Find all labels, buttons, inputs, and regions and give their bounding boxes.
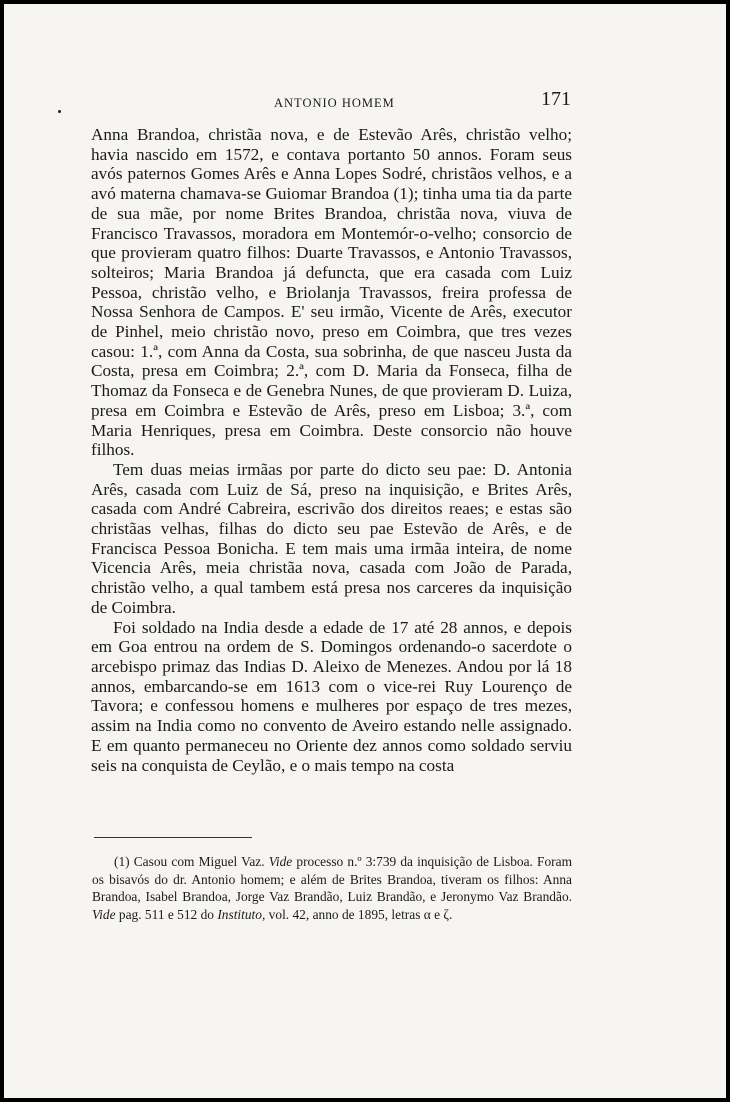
main-text	[91, 125, 572, 775]
paragraph-1: Anna Brandoa, christãa nova, e de Estevão Arês, christão velho; havia nascido em 1572, e contava portanto 50 annos. Foram seus avós paternos Gomes Arês e Anna Lopes Sodré, christãos velhos, e a avó materna chamava-se Guiomar Brandoa (1); tinha uma tia da parte de sua mãe, por nome Brites Brandoa, christãa nova, viuva de Francisco Travassos, moradora em Montemór-o-velho; consorcio de que provieram quatro filhos: Duarte Travassos, e Antonio Travassos, solteiros; Maria Brandoa já defuncta, que era casada com Luiz Pessoa, christão velho, e Briolanja Travassos, freira professa de Nossa Senhora de Campos. E' seu irmão, Vicente de Arês, executor de Pinhel, meio christão novo, preso em Coimbra, que tres vezes casou: 1.ª, com Anna da Costa, sua sobrinha, de que nasceu Justa da Costa, presa em Coimbra; 2.ª, com D. Maria da Fonseca, filha de Thomaz da Fonseca e de Genebra Nunes, de que provieram D. Luiza, presa em Coimbra e Estevão de Arês, preso em Lisboa; 3.ª, com Maria Henriques, presa em Coimbra. Deste consorcio não houve filhos.	[91, 125, 572, 460]
running-title: ANTONIO HOMEM	[274, 96, 395, 110]
footnote-text-4: vol. 42, anno de 1895, letras α e ζ.	[265, 906, 453, 922]
footnote-text-1: (1) Casou com Miguel Vaz.	[114, 854, 269, 869]
footnote-text-3: pag. 511 e 512 do	[115, 906, 218, 922]
paragraph-2: Tem duas meias irmãas por parte do dicto seu pae: D. Antonia Arês, casada com Luiz de Sá, preso na inquisição, e Brites Arês, casada com André Cabreira, escrivão dos direitos reaes; e estas são christãas velhas, filhas do dicto seu pae Estevão de Arês, e de Francisca Pessoa Bonicha. E tem mais uma irmãa inteira, de nome Vicencia Arês, meia christãa nova, casada com João de Parada, christão velho, a qual tambem está presa nos carceres da inquisição de Coimbra.	[91, 459, 572, 617]
page-header	[92, 88, 571, 112]
footnote-text-2: processo n.º 3:739 da inquisição de Lisboa. Foram os bisavós do dr. Antonio homem; e além de Brites Brandoa, tiveram os filhos: Anna Brandoa, Isabel Brandoa, Jorge Vaz Brandão, Luiz Brandão, e Jeronymo Vaz Brandão.	[92, 854, 572, 905]
book-page	[4, 4, 726, 1098]
footnote-divider	[94, 837, 252, 838]
page-number: 171	[541, 88, 571, 110]
paragraph-3: Foi soldado na India desde a edade de 17 até 28 annos, e depois em Goa entrou na ordem de S. Domingos ordenando-o sacerdote o arcebispo primaz das Indias D. Aleixo de Menezes. Andou por lá 18 annos, embarcando-se em 1613 com o vice-rei Ruy Lourenço de Tavora; e confessou homens e mulheres por espaço de tres mezes, assim na India como no convento de Aveiro estando nelle assignado. E em quanto permaneceu no Oriente dez annos como soldado serviu seis na conquista de Ceylão, e o mais tempo na costa	[91, 617, 572, 775]
margin-speck	[58, 110, 61, 113]
footnote-vide-2: Vide	[92, 906, 116, 922]
footnote-vide-1: Vide	[268, 854, 293, 869]
footnote-instituto: Instituto,	[217, 906, 266, 922]
footnote	[92, 853, 572, 923]
